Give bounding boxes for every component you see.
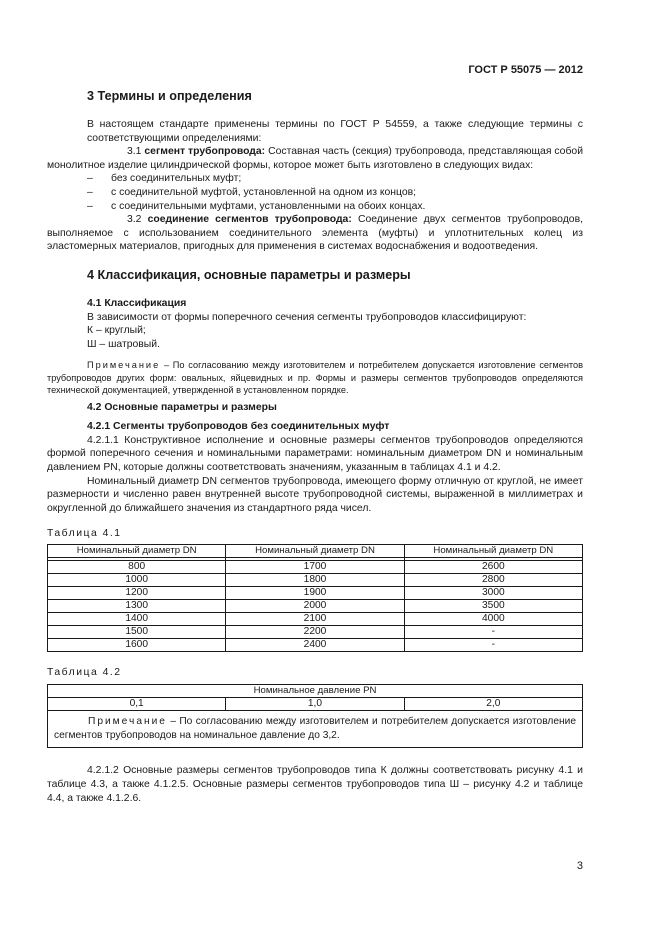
table-row: 0,1 1,0 2,0 — [48, 698, 583, 711]
list-item: – с соединительными муфтами, установленными на обоих концах. — [87, 200, 426, 212]
table-row: 1300 2000 3500 — [48, 599, 583, 612]
table-row: 1600 2400 - — [48, 638, 583, 651]
table-4-1-caption: Таблица 4.1 — [47, 528, 122, 540]
section-4-title: 4 Классификация, основные параметры и размеры — [87, 267, 411, 282]
list-item: – с соединительной муфтой, установленной на одном из концов; — [87, 186, 417, 198]
paragraph-4-2-1-1: 4.2.1.1 Конструктивное исполнение и основные размеры сегментов трубопроводов определяются формой поперечного сечения и номинальными параметрами: номинальным диаметром DN и номинальным давлением PN, которые должны соответствовать значениям, указанным в таблицах 4.1 и 4.2. — [47, 434, 583, 473]
table-header-row — [48, 544, 583, 557]
list-item: – без соединительных муфт; — [87, 173, 242, 185]
section-4-2-title: 4.2 Основные параметры и размеры — [87, 401, 277, 413]
table-row: 1500 2200 - — [48, 625, 583, 638]
table-4-2 — [47, 684, 583, 748]
section-3-title: 3 Термины и определения — [87, 89, 252, 103]
list-item: К – круглый; — [87, 325, 146, 337]
table-note-row — [48, 711, 583, 748]
section-4-1-title: 4.1 Классификация — [87, 297, 187, 309]
section-4-1-text: В зависимости от формы поперечного сечения сегменты трубопроводов классифицируют: — [87, 311, 527, 323]
column-header: Номинальный диаметр DN — [226, 544, 404, 557]
table-4-1 — [47, 544, 583, 652]
list-item: Ш – шатровый. — [87, 338, 160, 350]
paragraph-4-2-1-2: 4.2.1.2 Основные размеры сегментов трубопроводов типа К должны соответствовать рисунку 4.1 и таблице 4.3, а также 4.1.2.5. Основные размеры сегментов трубопроводов типа Ш – рисунку 4.2 и таблице 4.4, а также 4.1.2.6. — [47, 765, 583, 804]
table-row: 1000 1800 2800 — [48, 573, 583, 586]
table-row: 800 1700 2600 — [48, 560, 583, 573]
paragraph-dn: Номинальный диаметр DN сегментов трубопровода, имеющего форму отличную от круглой, не имеет размерности и численно равен внутренней высоте трубопроводной системы, выраженной в миллиметрах и округленной до ближайшего значения из стандартного ряда чисел. — [47, 475, 583, 514]
column-header: Номинальное давление PN — [48, 685, 583, 698]
term-3-2-def: 3.2 соединение сегментов трубопровода: Соединение двух сегментов трубопроводов, выполняемое с использованием соединительного элемента (муфты) и уплотнительных колец из эластомерных материалов, пригодных для применения в системах водоснабжения и водоотведения. — [47, 214, 583, 253]
table-4-2-caption: Таблица 4.2 — [47, 666, 122, 678]
column-header: Номинальный диаметр DN — [48, 544, 226, 557]
table-header-row — [48, 685, 583, 698]
bullet-list — [87, 172, 583, 213]
page-content — [47, 88, 583, 805]
standard-code: ГОСТ Р 55075 — 2012 — [468, 64, 583, 76]
note-4-1: Примечание – По согласованию между изготовителем и потребителем допускается изготовление сегментов трубопроводов других форм: овальных, яйцевидных и пр. Формы и размеры сегментов трубопроводов определяются технической документацией, утвержденной в установленном порядке. — [47, 360, 583, 396]
table-row: 1400 2100 4000 — [48, 612, 583, 625]
table-4-2-note: Примечание – По согласованию между изготовителем и потребителем допускается изготовление сегментов трубопроводов на номинальное давление до 3,2. — [48, 711, 583, 748]
section-3-intro: В настоящем стандарте применены термины по ГОСТ Р 54559, а также следующие термины с соответствующими определениями: — [87, 119, 583, 144]
term-3-1-def: 3.1 сегмент трубопровода: Составная часть (секция) трубопровода, представляющая собой монолитное изделие цилиндрической формы, которое может быть изготовлено в следующих видах: — [47, 146, 583, 171]
column-header: Номинальный диаметр DN — [404, 544, 582, 557]
table-row: 1200 1900 3000 — [48, 586, 583, 599]
page-number: 3 — [576, 860, 583, 872]
section-4-2-1-title: 4.2.1 Сегменты трубопроводов без соединительных муфт — [87, 421, 390, 433]
